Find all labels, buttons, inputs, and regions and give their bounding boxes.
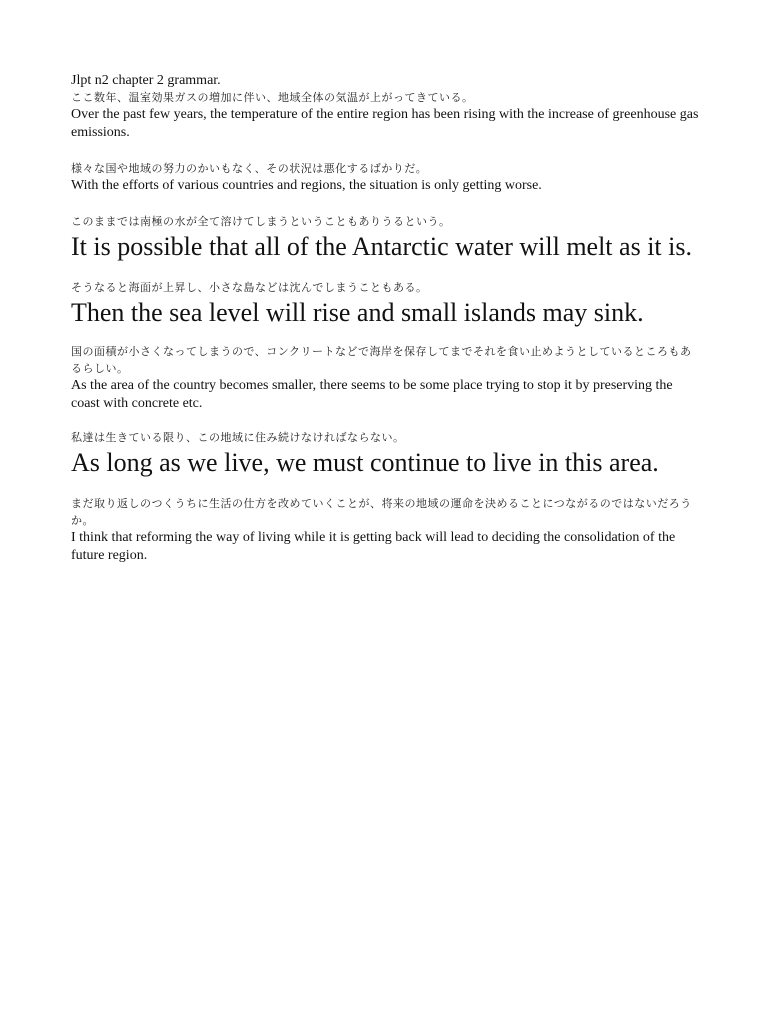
english-translation-3: It is possible that all of the Antarctic water will melt as it is. xyxy=(71,232,692,261)
english-translation-4: Then the sea level will rise and small islands may sink. xyxy=(71,298,644,327)
spacer xyxy=(71,263,701,279)
spacer xyxy=(71,413,701,429)
spacer xyxy=(71,142,701,160)
japanese-sentence-6: 私達は生きている限り、この地域に住み続けなければならない。 xyxy=(71,431,405,444)
japanese-sentence-7: まだ取り返しのつくうちに生活の仕方を改めていくことが、将来の地域の運命を決めることにつながるのではないだろうか。 xyxy=(71,497,692,527)
english-translation-7: I think that reforming the way of living while it is getting back will lead to deciding the consolidation of the future region. xyxy=(71,530,676,563)
spacer xyxy=(71,479,701,495)
document-page xyxy=(71,72,701,565)
english-translation-1: Over the past few years, the temperature of the entire region has been rising with the increase of greenhouse gas emissions. xyxy=(71,107,699,140)
japanese-sentence-3: このままでは南極の水が全て溶けてしまうということもありうるという。 xyxy=(71,215,451,228)
japanese-sentence-2: 様々な国や地域の努力のかいもなく、その状況は悪化するばかりだ。 xyxy=(71,162,428,175)
document-title: Jlpt n2 chapter 2 grammar. xyxy=(71,73,221,88)
english-translation-2: With the efforts of various countries and regions, the situation is only getting worse. xyxy=(71,178,542,193)
japanese-sentence-1: ここ数年、温室効果ガスの増加に伴い、地域全体の気温が上がってきている。 xyxy=(71,91,474,104)
japanese-sentence-4: そうなると海面が上昇し、小さな島などは沈んでしまうこともある。 xyxy=(71,281,428,294)
japanese-sentence-5: 国の面積が小さくなってしまうので、コンクリートなどで海岸を保存してまでそれを食い止めようとしているところもあるらしい。 xyxy=(71,345,692,375)
english-translation-6: As long as we live, we must continue to live in this area. xyxy=(71,448,659,477)
spacer xyxy=(71,329,701,343)
english-translation-5: As the area of the country becomes smaller, there seems to be some place trying to stop it by preserving the coast with concrete etc. xyxy=(71,378,673,411)
spacer xyxy=(71,195,701,213)
